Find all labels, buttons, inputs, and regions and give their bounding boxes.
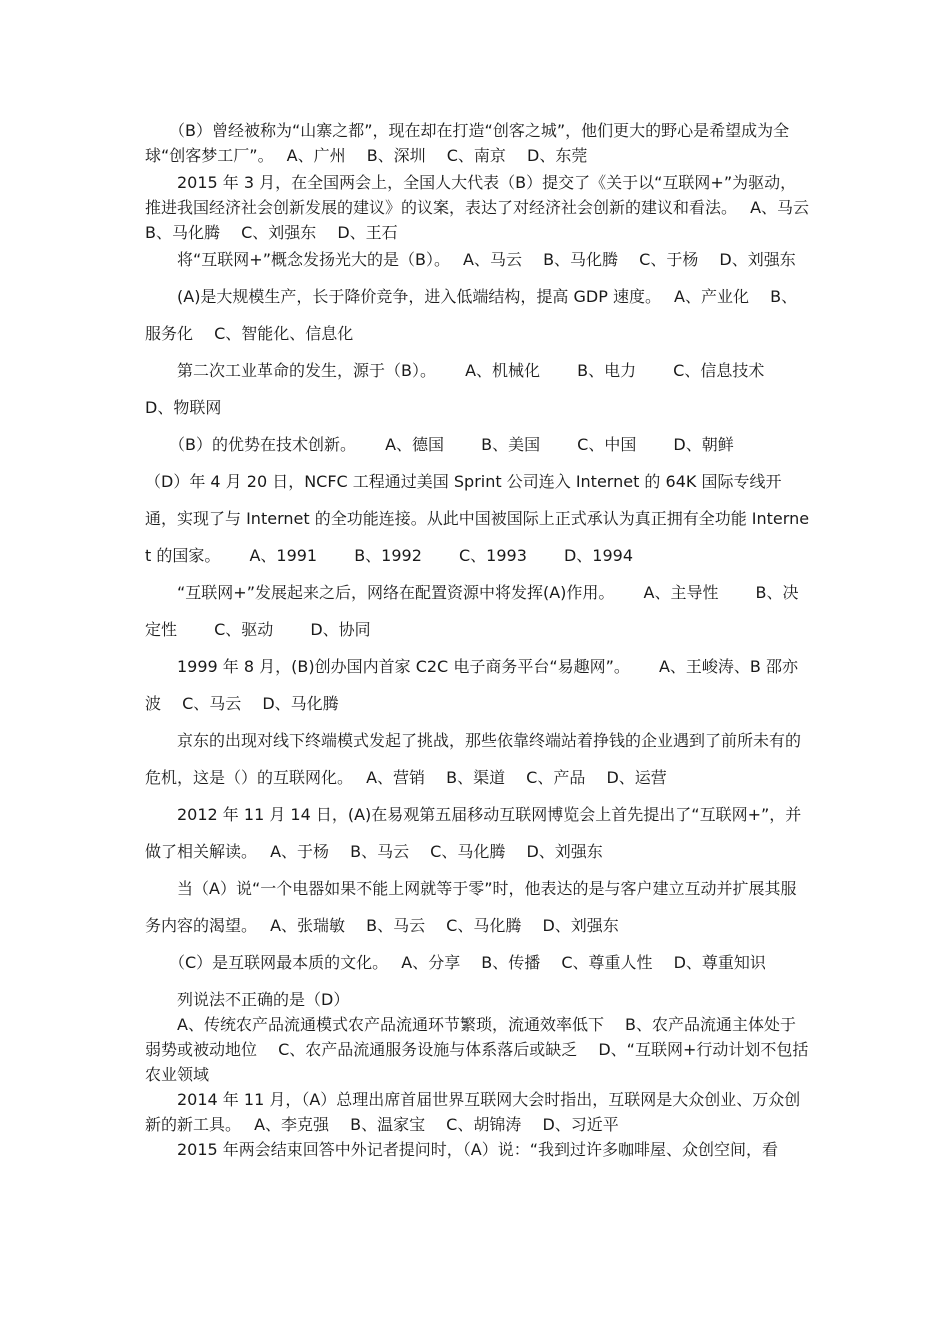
question-11: 2012 年 11 月 14 日，(A)在易观第五届移动互联网博览会上首先提出了“互联网+”，并做了相关解读。 A、于杨 B、马云 C、马化腾 D、刘强东 [145, 805, 802, 861]
question-7: （D）年 4 月 20 日，NCFC 工程通过美国 Sprint 公司连入 Internet 的 64K 国际专线开通，实现了与 Internet 的全功能连接。从此中国被国际上正式承认为真正拥有全功能 Internet 的国家。 A、1991 B、1992 C、1993 D、1994 [145, 472, 810, 565]
question-5: 第二次工业革命的发生，源于（B）。 A、机械化 B、电力 C、信息技术 D、物联网 [145, 361, 802, 417]
question-2: 2015 年 3 月，在全国两会上，全国人大代表（B）提交了《关于以“互联网+”为驱动，推进我国经济社会创新发展的建议》的议案，表达了对经济社会创新的建议和看法。 A、马云 B、马化腾 C、刘强东 D、王石 [145, 173, 831, 242]
question-9: 1999 年 8 月，(B)创办国内首家 C2C 电子商务平台“易趣网”。 A、王峻涛、B 邵亦波 C、马云 D、马化腾 [145, 657, 798, 713]
question-3: 将“互联网+”概念发扬光大的是（B）。 A、马云 B、马化腾 C、于杨 D、刘强东 [145, 250, 796, 269]
question-4: (A)是大规模生产，长于降价竞争，进入低端结构，提高 GDP 速度。 A、产业化 B、服务化 C、智能化、信息化 [145, 287, 798, 343]
question-12: 当（A）说“一个电器如果不能上网就等于零”时，他表达的是与客户建立互动并扩展其服务内容的渴望。 A、张瑞敏 B、马云 C、马化腾 D、刘强东 [145, 879, 797, 935]
question-13: （C）是互联网最本质的文化。 A、分享 B、传播 C、尊重人性 D、尊重知识 [145, 953, 766, 972]
question-8: “互联网+”发展起来之后，网络在配置资源中将发挥(A)作用。 A、主导性 B、决定性 C、驱动 D、协同 [145, 583, 799, 639]
question-16: 2015 年两会结束回答中外记者提问时，（A）说：“我到过许多咖啡屋、众创空间，看 [145, 1140, 779, 1159]
question-14-options: A、传统农产品流通模式农产品流通环节繁琐，流通效率低下 B、农产品流通主体处于弱势或被动地位 C、农产品流通服务设施与体系落后或缺乏 D、“互联网+行动计划不包括农业领域 [145, 1015, 809, 1084]
question-6: （B）的优势在技术创新。 A、德国 B、美国 C、中国 D、朝鲜 [145, 435, 734, 454]
question-14-stem: 列说法不正确的是（D） [145, 990, 350, 1009]
question-15: 2014 年 11 月，（A）总理出席首届世界互联网大会时指出，互联网是大众创业、万众创新的新工具。 A、李克强 B、温家宝 C、胡锦涛 D、习近平 [145, 1090, 801, 1134]
question-list [145, 118, 831, 1162]
question-1: （B）曾经被称为“山寨之都”，现在却在打造“创客之城”，他们更大的野心是希望成为全球“创客梦工厂”。 A、广州 B、深圳 C、南京 D、东莞 [145, 121, 790, 165]
question-10: 京东的出现对线下终端模式发起了挑战，那些依靠终端站着挣钱的企业遇到了前所未有的危机，这是（）的互联网化。 A、营销 B、渠道 C、产品 D、运营 [145, 731, 802, 787]
